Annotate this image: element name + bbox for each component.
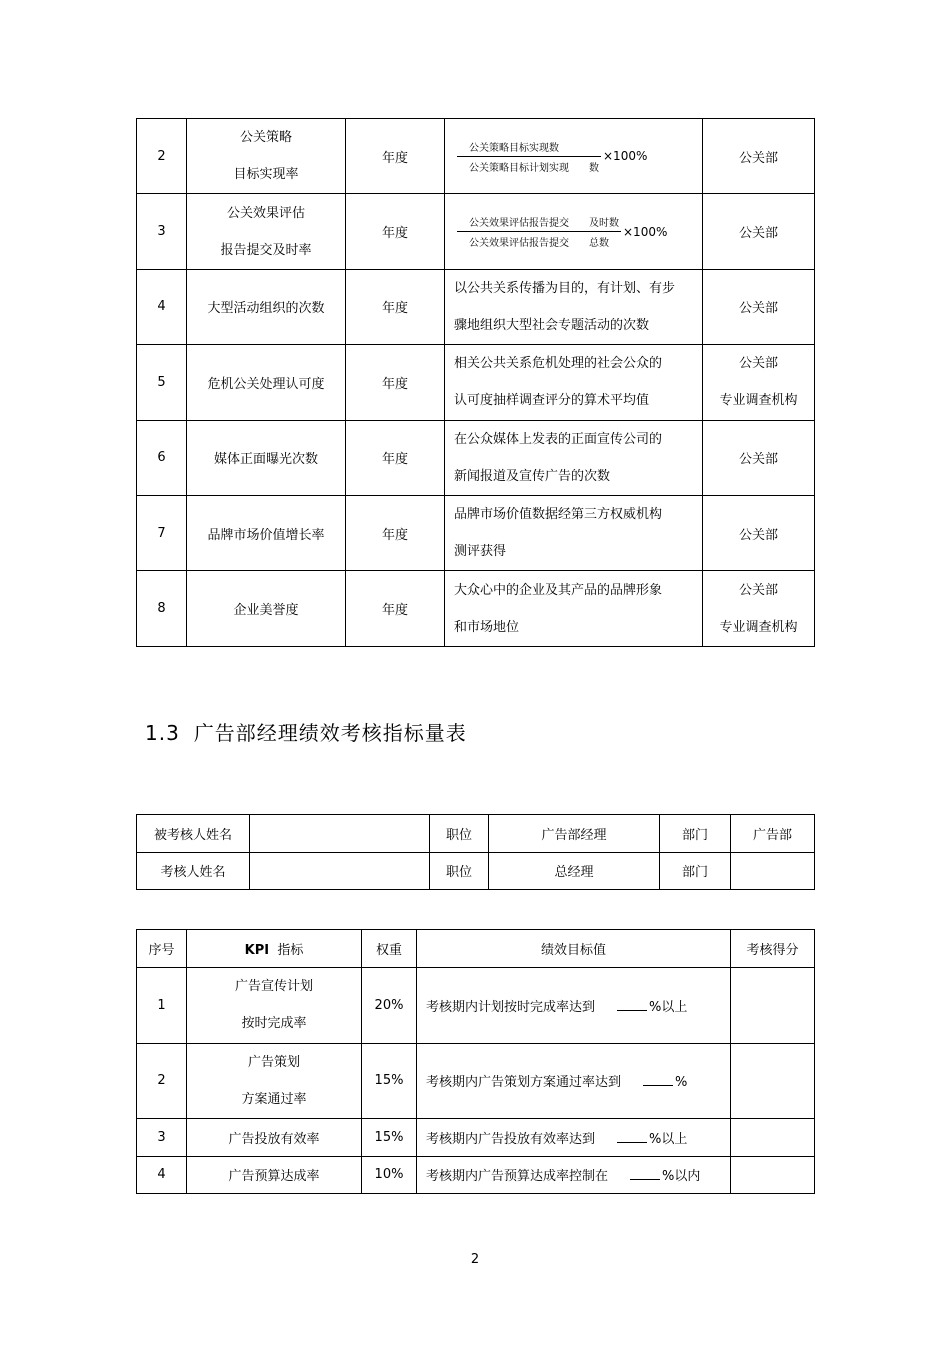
row-number: 4 — [137, 1156, 187, 1194]
page-number: 2 — [470, 1252, 480, 1267]
row-number: 6 — [137, 420, 187, 495]
data-source-cell — [703, 571, 815, 646]
indicator-line: 按时完成率 — [241, 1016, 307, 1032]
table-row — [137, 194, 815, 269]
position-label: 职位 — [430, 815, 489, 853]
indicator-cell: 品牌市场价值增长率 — [187, 495, 346, 570]
header-weight: 权重 — [362, 930, 417, 968]
appraisee-name-label: 被考核人姓名 — [137, 815, 250, 853]
appraisal-info-table — [136, 814, 815, 890]
source-line: 公关部 — [738, 356, 778, 372]
indicator-line: 目标实现率 — [233, 167, 299, 183]
indicator-line: 广告宣传计划 — [234, 979, 313, 995]
section-number: 1.3 — [145, 721, 180, 745]
target-suffix: %以上 — [649, 999, 688, 1015]
data-source-cell — [703, 194, 815, 269]
weight-cell: 10% — [362, 1156, 417, 1194]
table-row — [137, 968, 815, 1044]
fraction-formula — [457, 139, 647, 174]
target-text: 考核期内广告预算达成率控制在 — [426, 1169, 609, 1185]
definition-line: 大众心中的企业及其产品的品牌形象 — [454, 582, 663, 598]
table-row — [137, 119, 815, 194]
appraiser-name-label: 考核人姓名 — [137, 852, 250, 890]
kpi-table — [136, 929, 815, 1194]
indicator-cell: 媒体正面曝光次数 — [187, 420, 346, 495]
position-label: 职位 — [430, 852, 489, 890]
score-field[interactable] — [731, 1119, 815, 1157]
appraisee-name-field[interactable] — [250, 815, 430, 853]
weight-cell: 20% — [362, 968, 417, 1044]
period-cell: 年度 — [346, 119, 445, 194]
source-line: 公关部 — [738, 527, 778, 543]
definition-cell — [445, 495, 703, 570]
pr-kpi-table-continued — [136, 118, 815, 647]
row-number: 7 — [137, 495, 187, 570]
section-title: 广告部经理绩效考核指标量表 — [193, 721, 467, 745]
position-value: 总经理 — [489, 852, 660, 890]
definition-cell — [445, 571, 703, 646]
period-cell: 年度 — [346, 194, 445, 269]
row-number: 4 — [137, 269, 187, 344]
formula-numerator: 公关策略目标实现数 — [457, 139, 601, 157]
indicator-cell: 大型活动组织的次数 — [187, 269, 346, 344]
period-cell: 年度 — [346, 495, 445, 570]
definition-line: 相关公共关系危机处理的社会公众的 — [454, 356, 663, 372]
source-line: 公关部 — [738, 452, 778, 468]
row-number: 1 — [137, 968, 187, 1044]
definition-line: 骤地组织大型社会专题活动的次数 — [454, 317, 650, 333]
department-label: 部门 — [660, 852, 731, 890]
table-row — [137, 495, 815, 570]
indicator-cell — [187, 194, 346, 269]
row-number: 3 — [137, 1119, 187, 1157]
fill-in-blank[interactable] — [643, 1073, 673, 1086]
data-source-cell — [703, 345, 815, 420]
target-cell — [417, 1119, 731, 1157]
row-number: 8 — [137, 571, 187, 646]
row-number: 2 — [137, 1043, 187, 1119]
indicator-line: 报告提交及时率 — [220, 242, 312, 258]
source-line: 公关部 — [738, 582, 778, 598]
definition-line: 认可度抽样调查评分的算术平均值 — [454, 393, 650, 409]
table-row — [137, 1043, 815, 1119]
source-line: 专业调查机构 — [719, 393, 798, 409]
period-cell: 年度 — [346, 571, 445, 646]
period-cell: 年度 — [346, 420, 445, 495]
formula-denominator: 公关策略目标计划实现 数 — [469, 162, 599, 174]
target-suffix: % — [675, 1075, 688, 1091]
header-target: 绩效目标值 — [417, 930, 731, 968]
table-row — [137, 1119, 815, 1157]
definition-cell — [445, 269, 703, 344]
fraction-formula — [457, 214, 667, 249]
fill-in-blank[interactable] — [630, 1167, 660, 1180]
target-cell — [417, 968, 731, 1044]
target-suffix: %以内 — [662, 1169, 701, 1185]
definition-cell — [445, 345, 703, 420]
table-row — [137, 345, 815, 420]
header-kpi-bold: KPI — [244, 943, 270, 958]
fill-in-blank[interactable] — [617, 998, 647, 1011]
target-suffix: %以上 — [649, 1131, 688, 1147]
table-header-row — [137, 930, 815, 968]
row-number: 3 — [137, 194, 187, 269]
formula-cell — [445, 194, 703, 269]
target-text: 考核期内计划按时完成率达到 — [426, 999, 596, 1015]
definition-cell — [445, 420, 703, 495]
weight-cell: 15% — [362, 1043, 417, 1119]
definition-line: 以公共关系传播为目的，有计划、有步 — [454, 280, 676, 296]
data-source-cell — [703, 269, 815, 344]
definition-line: 在公众媒体上发表的正面宣传公司的 — [454, 431, 663, 447]
formula-numerator: 公关效果评估报告提交 及时数 — [457, 214, 621, 232]
table-row — [137, 420, 815, 495]
data-source-cell — [703, 495, 815, 570]
indicator-cell: 危机公关处理认可度 — [187, 345, 346, 420]
formula-multiplier: ×100% — [623, 224, 668, 239]
department-label: 部门 — [660, 815, 731, 853]
indicator-line: 公关策略 — [239, 130, 292, 146]
source-line: 专业调查机构 — [719, 619, 798, 635]
header-number: 序号 — [137, 930, 187, 968]
position-value: 广告部经理 — [489, 815, 660, 853]
formula-cell — [445, 119, 703, 194]
table-row — [137, 815, 815, 853]
row-number: 2 — [137, 119, 187, 194]
score-field[interactable] — [731, 1156, 815, 1194]
department-field[interactable] — [731, 852, 815, 890]
indicator-cell — [187, 1043, 362, 1119]
indicator-cell — [187, 119, 346, 194]
target-cell — [417, 1043, 731, 1119]
row-number: 5 — [137, 345, 187, 420]
source-line: 公关部 — [738, 226, 778, 242]
formula-denominator: 公关效果评估报告提交 总数 — [469, 238, 609, 250]
indicator-line: 方案通过率 — [241, 1091, 307, 1107]
fill-in-blank[interactable] — [617, 1130, 647, 1143]
definition-line: 新闻报道及宣传广告的次数 — [454, 468, 611, 484]
department-value: 广告部 — [731, 815, 815, 853]
score-field[interactable] — [731, 968, 815, 1044]
indicator-cell — [187, 968, 362, 1044]
table-row — [137, 852, 815, 890]
indicator-line: 公关效果评估 — [226, 205, 305, 221]
source-line: 公关部 — [738, 301, 778, 317]
period-cell: 年度 — [346, 345, 445, 420]
target-text: 考核期内广告投放有效率达到 — [426, 1131, 596, 1147]
header-kpi — [187, 930, 362, 968]
definition-line: 测评获得 — [454, 544, 507, 560]
header-kpi-label: 指标 — [277, 943, 304, 958]
table-row — [137, 1156, 815, 1194]
header-score: 考核得分 — [731, 930, 815, 968]
target-cell — [417, 1156, 731, 1194]
data-source-cell — [703, 119, 815, 194]
indicator-line: 广告策划 — [247, 1054, 300, 1070]
formula-multiplier: ×100% — [603, 149, 648, 164]
definition-line: 和市场地位 — [454, 619, 520, 635]
appraiser-name-field[interactable] — [250, 852, 430, 890]
weight-cell: 15% — [362, 1119, 417, 1157]
indicator-cell: 广告预算达成率 — [187, 1156, 362, 1194]
indicator-cell: 广告投放有效率 — [187, 1119, 362, 1157]
score-field[interactable] — [731, 1043, 815, 1119]
target-text: 考核期内广告策划方案通过率达到 — [426, 1075, 622, 1091]
table-row — [137, 571, 815, 646]
definition-line: 品牌市场价值数据经第三方权威机构 — [454, 507, 663, 523]
section-heading — [145, 717, 467, 746]
source-line: 公关部 — [738, 150, 778, 166]
table-row — [137, 269, 815, 344]
indicator-cell: 企业美誉度 — [187, 571, 346, 646]
data-source-cell — [703, 420, 815, 495]
period-cell: 年度 — [346, 269, 445, 344]
